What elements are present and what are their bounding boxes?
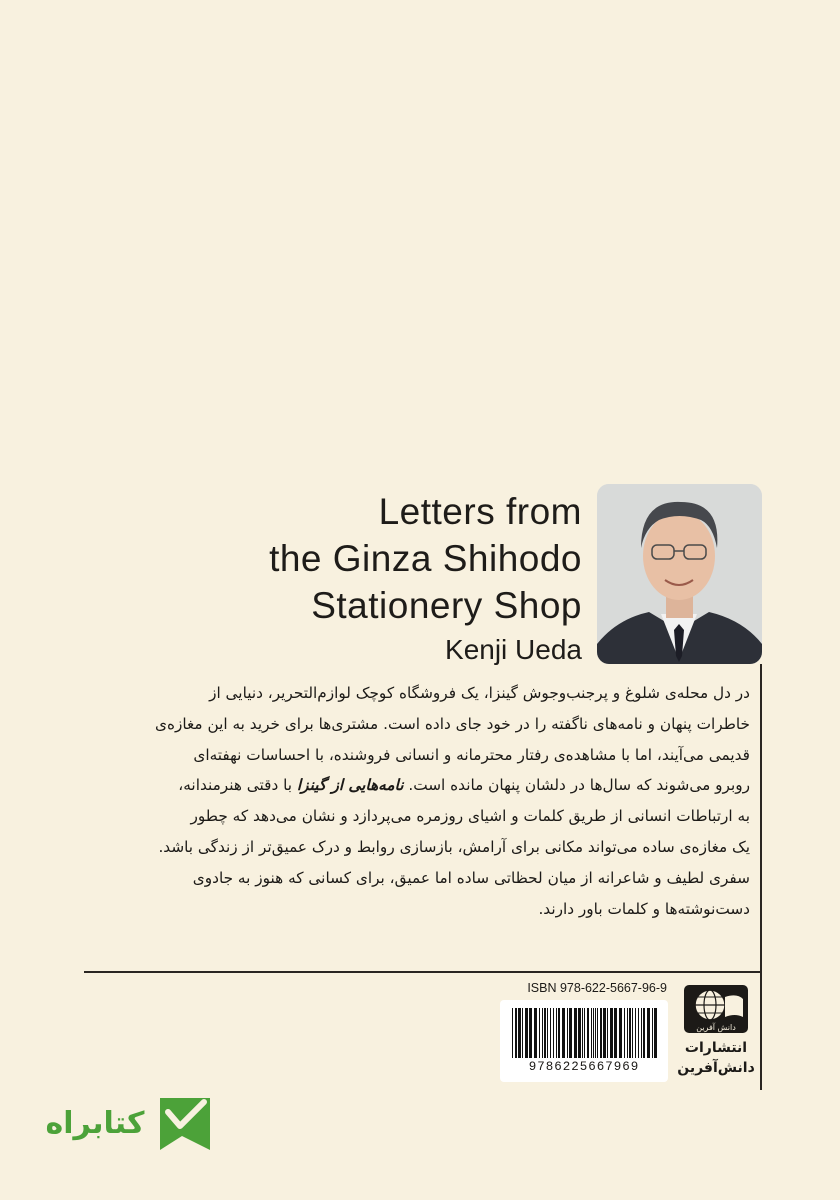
blurb-line-end: با دقتی هنرمندانه، (178, 776, 293, 795)
barcode-bar (534, 1008, 537, 1058)
barcode (500, 1000, 668, 1082)
barcode-bar (587, 1008, 589, 1058)
barcode-bar (529, 1008, 532, 1058)
barcode-bar (556, 1008, 557, 1058)
barcode-bar (629, 1008, 631, 1058)
blurb-line: به ارتباطات انسانی از طریق کلمات و اشیای روزمره می‌پردازد و نشان می‌دهد که چطور (190, 807, 750, 826)
book-title-line-1: Letters from (378, 491, 582, 532)
barcode-bar (619, 1008, 622, 1058)
publisher-logo-text: دانش آفرین (696, 1023, 736, 1032)
barcode-digits: 9786225667969 (528, 1060, 640, 1074)
author-portrait (597, 484, 762, 664)
barcode-bar (582, 1008, 583, 1058)
barcode-bar (562, 1008, 565, 1058)
barcode-bar (632, 1008, 633, 1058)
publisher-name-line-2: دانش‌آفرین (677, 1060, 755, 1076)
publisher-name (672, 1038, 760, 1078)
blurb-line-start: روبرو می‌شوند که سال‌ها در دلشان پنهان مانده است. (408, 776, 750, 795)
barcode-bar (515, 1008, 517, 1058)
blurb-line: دست‌نوشته‌ها و کلمات باور دارند. (538, 899, 750, 918)
barcode-bar (647, 1008, 650, 1058)
frame-line-vertical (760, 664, 762, 1090)
barcode-bar (635, 1008, 636, 1058)
barcode-bar (597, 1008, 598, 1058)
barcode-bar (522, 1008, 523, 1058)
barcode-bar (558, 1008, 560, 1058)
barcode-bar (624, 1008, 625, 1058)
blurb-line (88, 770, 750, 801)
store-name: کتابراه (45, 1106, 145, 1141)
barcode-bar (638, 1008, 639, 1058)
barcode-bar (610, 1008, 613, 1058)
barcode-bar (547, 1008, 548, 1058)
barcode-icon (510, 1008, 658, 1060)
barcode-bar (600, 1008, 602, 1058)
barcode-bar (544, 1008, 546, 1058)
book-title-line-3: Stationery Shop (311, 585, 582, 626)
book-title (200, 488, 582, 629)
barcode-bar (641, 1008, 642, 1058)
barcode-bar (652, 1008, 653, 1058)
barcode-bar (525, 1008, 528, 1058)
blurb-line: قدیمی می‌آیند، اما با مشاهده‌ی رفتار محترمانه و انسانی فروشنده، با احساسات نهفته‌ای (193, 745, 750, 764)
globe-book-icon (683, 983, 749, 1035)
barcode-bar (578, 1008, 581, 1058)
barcode-bar (643, 1008, 645, 1058)
frame-line-horizontal (84, 971, 761, 973)
barcode-bar (567, 1008, 568, 1058)
barcode-bar (654, 1008, 657, 1058)
barcode-bar (539, 1008, 540, 1058)
author-portrait-icon (597, 484, 762, 664)
barcode-bar (518, 1008, 521, 1058)
barcode-bar (595, 1008, 596, 1058)
blurb-line: سفری لطیف و شاعرانه از میان لحظاتی ساده اما عمیق، برای کسانی که هنوز به جادوی (192, 868, 750, 887)
barcode-bar (584, 1008, 585, 1058)
barcode-bar (614, 1008, 617, 1058)
isbn-label: ISBN 978-622-5667-96-9 (527, 981, 667, 995)
blurb-line: خاطرات پنهان و نامه‌های ناگفته را در خود جای داده است. مشتری‌ها برای خرید به این مغازه‌ی (154, 714, 750, 733)
barcode-bar (569, 1008, 572, 1058)
barcode-bar (512, 1008, 513, 1058)
barcode-bar (591, 1008, 592, 1058)
barcode-bar (553, 1008, 554, 1058)
barcode-bar (593, 1008, 594, 1058)
barcode-bar (550, 1008, 551, 1058)
book-title-line-2: the Ginza Shihodo (269, 538, 582, 579)
book-author: Kenji Ueda (445, 634, 582, 665)
publisher-name-line-1: انتشارات (684, 1040, 748, 1056)
barcode-bar (607, 1008, 608, 1058)
barcode-bar (574, 1008, 577, 1058)
blurb-line: در دل محله‌ی شلوغ و پرجنب‌وجوش گینزا، یک فروشگاه کوچک لوازم‌التحریر، دنیایی از (209, 684, 750, 702)
blurb-book-title-emphasis: نامه‌هایی از گینزا (296, 776, 404, 795)
barcode-bar (542, 1008, 543, 1058)
barcode-bar (627, 1008, 628, 1058)
blurb-text (88, 678, 750, 924)
blurb-line: یک مغازه‌ی ساده می‌تواند مکانی برای آرامش، بازسازی روابط و درک عمیق‌تر از زندگی باشد. (158, 837, 750, 856)
barcode-bar (603, 1008, 606, 1058)
